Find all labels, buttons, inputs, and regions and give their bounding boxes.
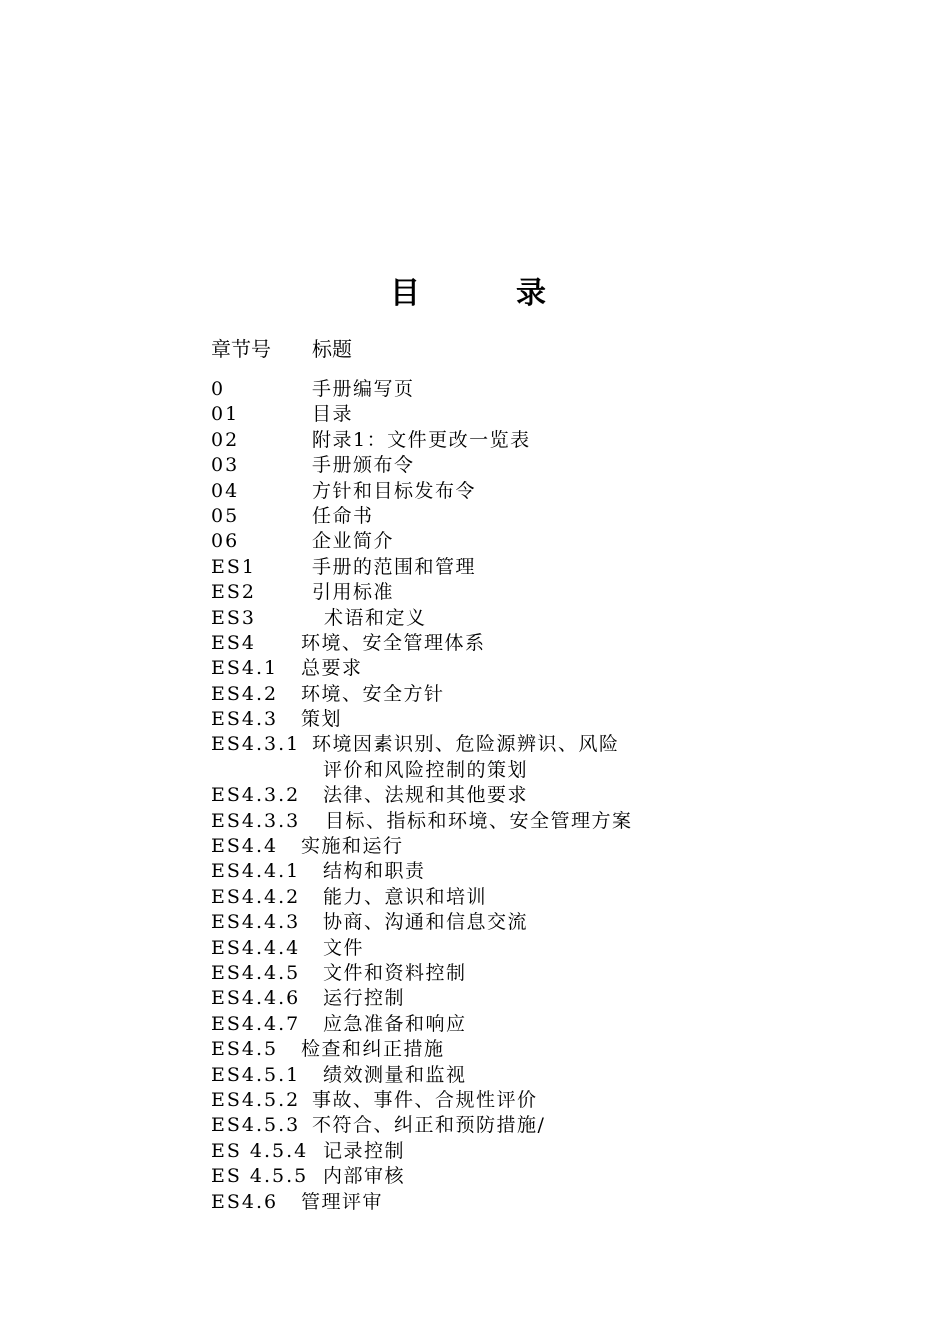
toc-entry-title: 能力、意识和培训 xyxy=(323,885,488,908)
toc-entry-number: ES4.4.6 xyxy=(211,987,301,1010)
title-char-2: 录 xyxy=(516,276,546,311)
toc-entry xyxy=(211,707,731,732)
toc-entry xyxy=(211,1139,731,1164)
toc-entry-number: ES4.2 xyxy=(211,682,279,705)
toc-entry-title: 记录控制 xyxy=(323,1139,406,1162)
header-chapter-label: 章节号 xyxy=(211,337,271,361)
toc-entry-title: 不符合、纠正和预防措施/ xyxy=(312,1114,546,1137)
toc-entry-number: ES4.3.3 xyxy=(211,809,301,832)
toc-entry xyxy=(211,936,731,961)
toc-entry xyxy=(211,529,731,554)
toc-entry-number: 01 xyxy=(211,403,240,426)
toc-entry-title: 手册的范围和管理 xyxy=(312,555,477,578)
toc-entry-continuation xyxy=(211,758,731,783)
toc-entry xyxy=(211,606,731,631)
toc-entry-number: ES3 xyxy=(211,606,256,629)
toc-entry-title: 手册编写页 xyxy=(312,378,415,400)
toc-entry-number: 06 xyxy=(211,530,240,553)
toc-entry-title: 绩效测量和监视 xyxy=(323,1063,467,1086)
toc-entry xyxy=(211,910,731,935)
toc-entry xyxy=(211,479,731,504)
toc-entry xyxy=(211,1190,731,1215)
toc-entry-number: 03 xyxy=(211,454,240,477)
toc-entry-number: ES1 xyxy=(211,555,256,578)
toc-entry-title: 手册颁布令 xyxy=(312,454,415,477)
toc-entry-title: 引用标准 xyxy=(312,581,395,604)
toc-entry-number: 05 xyxy=(211,504,240,527)
toc-entry-number: ES4.5.3 xyxy=(211,1114,301,1137)
toc-entry-number: ES4.4.3 xyxy=(211,911,301,934)
toc-entry xyxy=(211,986,731,1011)
toc-entry-title: 法律、法规和其他要求 xyxy=(323,784,529,807)
toc-entry-title: 实施和运行 xyxy=(301,835,404,858)
toc-entry xyxy=(211,961,731,986)
toc-list xyxy=(211,377,731,1215)
header-title-label: 标题 xyxy=(312,337,352,361)
toc-entry xyxy=(211,1088,731,1113)
toc-entry xyxy=(211,1063,731,1088)
toc-entry-title: 环境、安全方针 xyxy=(301,682,445,705)
toc-entry-number: ES4.4.7 xyxy=(211,1012,301,1035)
toc-entry xyxy=(211,1012,731,1037)
toc-entry-number: ES 4.5.4 xyxy=(211,1139,309,1162)
toc-entry xyxy=(211,453,731,478)
toc-header xyxy=(211,333,352,362)
toc-entry xyxy=(211,377,731,402)
page-title xyxy=(390,268,546,312)
toc-entry-title: 目录 xyxy=(312,403,354,426)
toc-entry xyxy=(211,732,731,757)
toc-entry-number: ES4.4.5 xyxy=(211,961,301,984)
toc-entry-title: 管理评审 xyxy=(301,1190,384,1213)
toc-entry-number: ES4.5.2 xyxy=(211,1088,301,1111)
toc-entry-number: ES4.3.2 xyxy=(211,784,301,807)
toc-entry-number: ES4.4.1 xyxy=(211,860,301,883)
toc-entry xyxy=(211,402,731,427)
toc-entry-number: ES4.3 xyxy=(211,708,279,731)
toc-entry-number: ES4.6 xyxy=(211,1190,279,1213)
toc-entry-title: 总要求 xyxy=(301,657,363,680)
toc-entry xyxy=(211,834,731,859)
toc-entry xyxy=(211,555,731,580)
toc-entry-title: 环境、安全管理体系 xyxy=(301,631,486,654)
toc-entry-title: 文件和资料控制 xyxy=(323,961,467,984)
toc-entry-title: 环境因素识别、危险源辨识、风险 xyxy=(312,733,620,756)
toc-entry-title: 内部审核 xyxy=(323,1165,406,1188)
toc-entry xyxy=(211,1113,731,1138)
toc-entry-number: ES4.5.1 xyxy=(211,1063,301,1086)
toc-entry-title: 企业简介 xyxy=(312,530,395,553)
toc-entry xyxy=(211,428,731,453)
toc-entry-title: 任命书 xyxy=(312,504,374,527)
title-char-1: 目 xyxy=(390,276,420,311)
toc-entry xyxy=(211,1164,731,1189)
toc-entry-number: ES4 xyxy=(211,631,256,654)
toc-entry-title: 附录1：文件更改一览表 xyxy=(312,428,531,451)
toc-entry-number: ES4.5 xyxy=(211,1038,279,1061)
toc-entry-number: ES4.3.1 xyxy=(211,733,301,756)
toc-entry-title: 方针和目标发布令 xyxy=(312,479,477,502)
toc-entry-title: 文件 xyxy=(323,936,365,959)
toc-entry-title: 协商、沟通和信息交流 xyxy=(323,911,529,934)
toc-entry-title: 目标、指标和环境、安全管理方案 xyxy=(325,809,633,832)
toc-entry xyxy=(211,682,731,707)
toc-entry xyxy=(211,580,731,605)
toc-entry xyxy=(211,859,731,884)
toc-entry-number: ES4.4 xyxy=(211,835,279,858)
toc-entry xyxy=(211,809,731,834)
toc-entry-title: 术语和定义 xyxy=(324,606,427,629)
toc-entry-number: ES4.4.4 xyxy=(211,936,301,959)
toc-entry-number: ES4.1 xyxy=(211,657,279,680)
toc-entry xyxy=(211,885,731,910)
toc-entry-title: 评价和风险控制的策划 xyxy=(323,758,529,781)
toc-entry-title: 应急准备和响应 xyxy=(323,1012,467,1035)
toc-entry-number: 02 xyxy=(211,428,240,451)
toc-entry-number: ES 4.5.5 xyxy=(211,1165,309,1188)
toc-entry-title: 检查和纠正措施 xyxy=(301,1038,445,1061)
toc-entry-number: 04 xyxy=(211,479,240,502)
toc-entry-number: ES4.4.2 xyxy=(211,885,301,908)
toc-entry xyxy=(211,783,731,808)
toc-entry-number: ES2 xyxy=(211,581,256,604)
toc-entry xyxy=(211,656,731,681)
toc-entry-number: 0 xyxy=(211,378,226,400)
toc-entry xyxy=(211,504,731,529)
toc-entry-title: 策划 xyxy=(301,708,343,731)
toc-entry-title: 运行控制 xyxy=(323,987,406,1010)
toc-entry-title: 结构和职责 xyxy=(323,860,426,883)
toc-entry-title: 事故、事件、合规性评价 xyxy=(312,1088,538,1111)
toc-entry xyxy=(211,1037,731,1062)
toc-entry xyxy=(211,631,731,656)
